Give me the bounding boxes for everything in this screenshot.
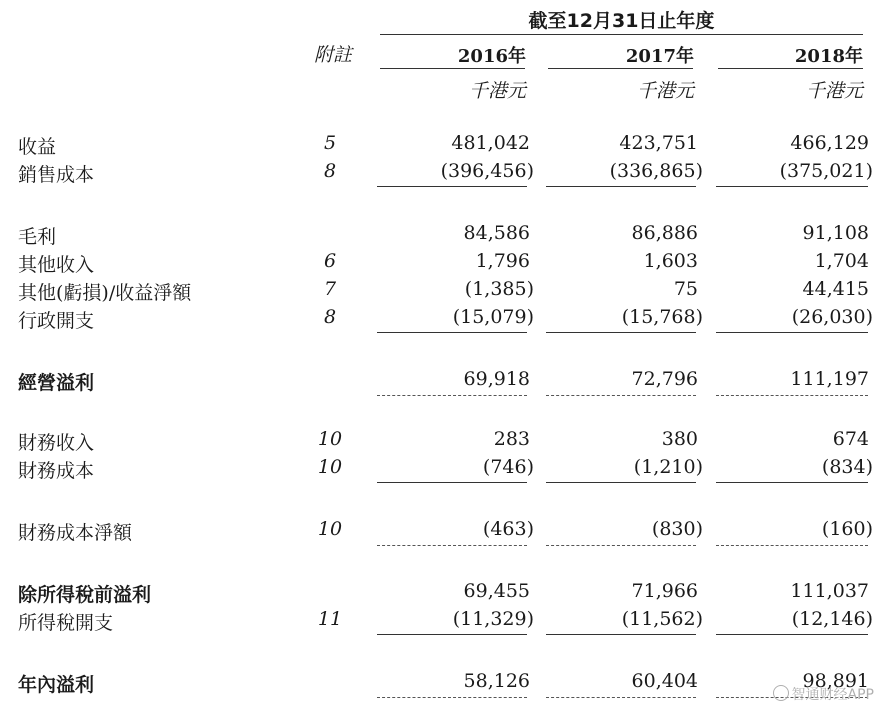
value-2017: 72,796 — [631, 368, 698, 390]
value-2017: (15,768) — [621, 306, 703, 328]
subtotal-line-2016 — [377, 332, 527, 333]
row-note: 8 — [323, 306, 337, 328]
row-note: 11 — [317, 608, 343, 630]
value-2016: 1,796 — [475, 250, 530, 272]
subtotal-line-2017 — [546, 332, 696, 333]
year-underline-2017 — [548, 68, 693, 69]
value-2017: 423,751 — [619, 132, 698, 154]
total-line-2016 — [377, 395, 527, 396]
value-2016: 69,455 — [463, 580, 530, 602]
value-2018: (12,146) — [791, 608, 873, 630]
period-underline — [380, 34, 863, 35]
year-header-2017: 2017年 — [625, 46, 694, 67]
value-2017: 86,886 — [631, 222, 698, 244]
year-header-2016: 2016年 — [457, 46, 526, 67]
watermark-logo-icon — [773, 685, 789, 701]
value-2018: (26,030) — [791, 306, 873, 328]
total-line-2016 — [377, 697, 527, 698]
row-note: 10 — [317, 428, 343, 450]
value-2017: 380 — [661, 428, 698, 450]
row-label: 收益 — [18, 136, 57, 158]
row-label: 財務成本 — [18, 460, 95, 482]
value-2018: 91,108 — [802, 222, 869, 244]
row-label: 其他(虧損)/收益淨額 — [18, 282, 192, 304]
row-label: 經營溢利 — [18, 372, 95, 394]
value-2017: (336,865) — [609, 160, 703, 182]
subtotal-line-2018 — [716, 634, 868, 635]
subtotal-line-2016 — [377, 634, 527, 635]
unit-label-2016: 千港元 — [468, 80, 526, 102]
row-note: 6 — [323, 250, 337, 272]
row-label: 銷售成本 — [18, 164, 95, 186]
year-header-2018: 2018年 — [794, 46, 863, 67]
value-2018: (160) — [821, 518, 873, 540]
period-title: 截至12月31日止年度 — [528, 10, 715, 32]
value-2017: 75 — [673, 278, 698, 300]
row-note: 10 — [317, 456, 343, 478]
year-underline-2018 — [718, 68, 863, 69]
row-note: 7 — [323, 278, 337, 300]
value-2018: 44,415 — [802, 278, 869, 300]
value-2016: (15,079) — [452, 306, 534, 328]
value-2016: 84,586 — [463, 222, 530, 244]
total-line-2017 — [546, 545, 696, 546]
value-2017: (830) — [651, 518, 703, 540]
row-label: 所得稅開支 — [18, 612, 114, 634]
value-2018: 98,891 — [802, 670, 869, 692]
value-2016: (463) — [482, 518, 534, 540]
value-2016: 58,126 — [463, 670, 530, 692]
value-2016: (11,329) — [452, 608, 534, 630]
value-2018: 1,704 — [814, 250, 869, 272]
subtotal-line-2018 — [716, 332, 868, 333]
value-2018: 111,197 — [790, 368, 869, 390]
watermark — [773, 684, 874, 704]
row-label: 行政開支 — [18, 310, 95, 332]
value-2016: (396,456) — [440, 160, 534, 182]
value-2016: 481,042 — [451, 132, 530, 154]
row-label: 年內溢利 — [18, 674, 95, 696]
watermark-text: 智通财经APP — [791, 687, 874, 703]
row-note: 10 — [317, 518, 343, 540]
value-2016: 69,918 — [463, 368, 530, 390]
value-2018: 674 — [832, 428, 869, 450]
total-line-2018 — [716, 545, 868, 546]
subtotal-line-2018 — [716, 186, 868, 187]
note-column-header: 附註 — [314, 44, 353, 66]
subtotal-line-2016 — [377, 186, 527, 187]
value-2017: 60,404 — [631, 670, 698, 692]
value-2018: (375,021) — [779, 160, 873, 182]
value-2017: (1,210) — [633, 456, 703, 478]
value-2017: 1,603 — [643, 250, 698, 272]
row-label: 財務成本淨額 — [18, 522, 133, 544]
row-label: 除所得稅前溢利 — [18, 584, 152, 606]
total-line-2016 — [377, 545, 527, 546]
subtotal-line-2017 — [546, 186, 696, 187]
total-line-2018 — [716, 395, 868, 396]
value-2017: 71,966 — [631, 580, 698, 602]
value-2018: 466,129 — [790, 132, 869, 154]
total-line-2017 — [546, 395, 696, 396]
subtotal-line-2017 — [546, 634, 696, 635]
value-2018: (834) — [821, 456, 873, 478]
total-line-2017 — [546, 697, 696, 698]
row-label: 財務收入 — [18, 432, 95, 454]
unit-label-2017: 千港元 — [636, 80, 694, 102]
value-2016: (746) — [482, 456, 534, 478]
row-label: 毛利 — [18, 226, 57, 248]
year-underline-2016 — [380, 68, 525, 69]
value-2018: 111,037 — [790, 580, 869, 602]
subtotal-line-2018 — [716, 482, 868, 483]
row-note: 5 — [323, 132, 337, 154]
subtotal-line-2017 — [546, 482, 696, 483]
unit-label-2018: 千港元 — [805, 80, 863, 102]
row-note: 8 — [323, 160, 337, 182]
row-label: 其他收入 — [18, 254, 95, 276]
value-2016: (1,385) — [464, 278, 534, 300]
value-2017: (11,562) — [621, 608, 703, 630]
value-2016: 283 — [493, 428, 530, 450]
subtotal-line-2016 — [377, 482, 527, 483]
